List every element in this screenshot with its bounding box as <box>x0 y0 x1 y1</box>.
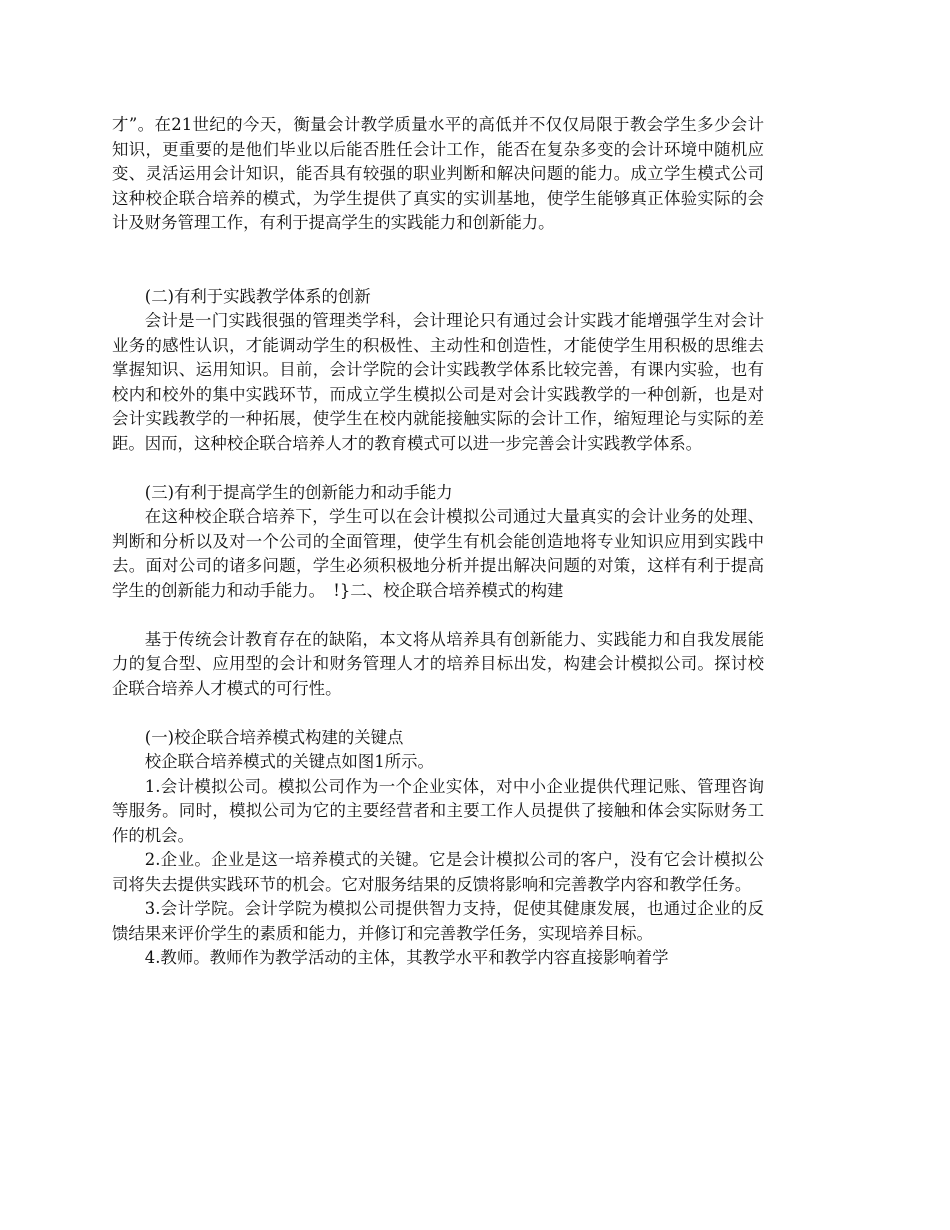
paragraph-innovation-ability: 在这种校企联合培养下，学生可以在会计模拟公司通过大量真实的会计业务的处理、判断和分析以及对一个公司的全面管理，使学生有机会能创造地将专业知识应用到实践中去。面对公司的诸多问题，学生必须积极地分析并提出解决问题的对策，这样有利于提高学生的创新能力和动手能力。 !}二、校企联合培养模式的构建 <box>112 507 764 600</box>
list-item-enterprise: 2.企业。企业是这一培养模式的关键。它是会计模拟公司的客户，没有它会计模拟公司将失去提供实践环节的机会。它对服务结果的反馈将影响和完善教学内容和教学任务。 <box>112 850 764 894</box>
list-item-teacher: 4.教师。教师作为教学活动的主体，其教学水平和教学内容直接影响着学 <box>144 948 669 967</box>
section-heading-3: (三)有利于提高学生的创新能力和动手能力 <box>144 482 453 502</box>
paragraph-practice-system: 会计是一门实践很强的管理类学科，会计理论只有通过会计实践才能增强学生对会计业务的感性认识，才能调动学生的积极性、主动性和创造性，才能使学生用积极的思维去掌握知识、运用知识。目前，会计学院的会计实践教学体系比较完善，有课内实验，也有校内和校外的集中实践环节，而成立学生模拟公司是对会计实践教学的一种创新，也是对会计实践教学的一种拓展，使学生在校内就能接触实际的会计工作，缩短理论与实际的差距。因而，这种校企联合培养人才的教育模式可以进一步完善会计实践教学体系。 <box>112 311 764 453</box>
list-item-simulated-company: 1.会计模拟公司。模拟公司作为一个企业实体，对中小企业提供代理记账、管理咨询等服务。同时，模拟公司为它的主要经营者和主要工作人员提供了接触和体会实际财务工作的机会。 <box>112 776 764 845</box>
paragraph-figure-reference: 校企联合培养模式的关键点如图1所示。 <box>144 752 434 771</box>
document-page <box>112 113 764 971</box>
paragraph-traditional-defects: 基于传统会计教育存在的缺陷，本文将从培养具有创新能力、实践能力和自我发展能力的复合型、应用型的会计和财务管理人才的培养目标出发，构建会计模拟公司。探讨校企联合培养人才模式的可行性。 <box>112 629 764 698</box>
section-heading-2: (二)有利于实践教学体系的创新 <box>144 286 371 306</box>
list-item-accounting-school: 3.会计学院。会计学院为模拟公司提供智力支持，促使其健康发展，也通过企业的反馈结果来评价学生的素质和能力，并修订和完善教学任务，实现培养目标。 <box>112 899 764 943</box>
section-heading-key-points: (一)校企联合培养模式构建的关键点 <box>144 727 404 747</box>
paragraph-continuation: 才”。在21世纪的今天，衡量会计教学质量水平的高低并不仅仅局限于教会学生多少会计知识，更重要的是他们毕业以后能否胜任会计工作，能否在复杂多变的会计环境中随机应变、灵活运用会计知识，能否具有较强的职业判断和解决问题的能力。成立学生模式公司这种校企联合培养的模式，为学生提供了真实的实训基地，使学生能够真正体验实际的会计及财务管理工作，有利于提高学生的实践能力和创新能力。 <box>112 115 764 232</box>
